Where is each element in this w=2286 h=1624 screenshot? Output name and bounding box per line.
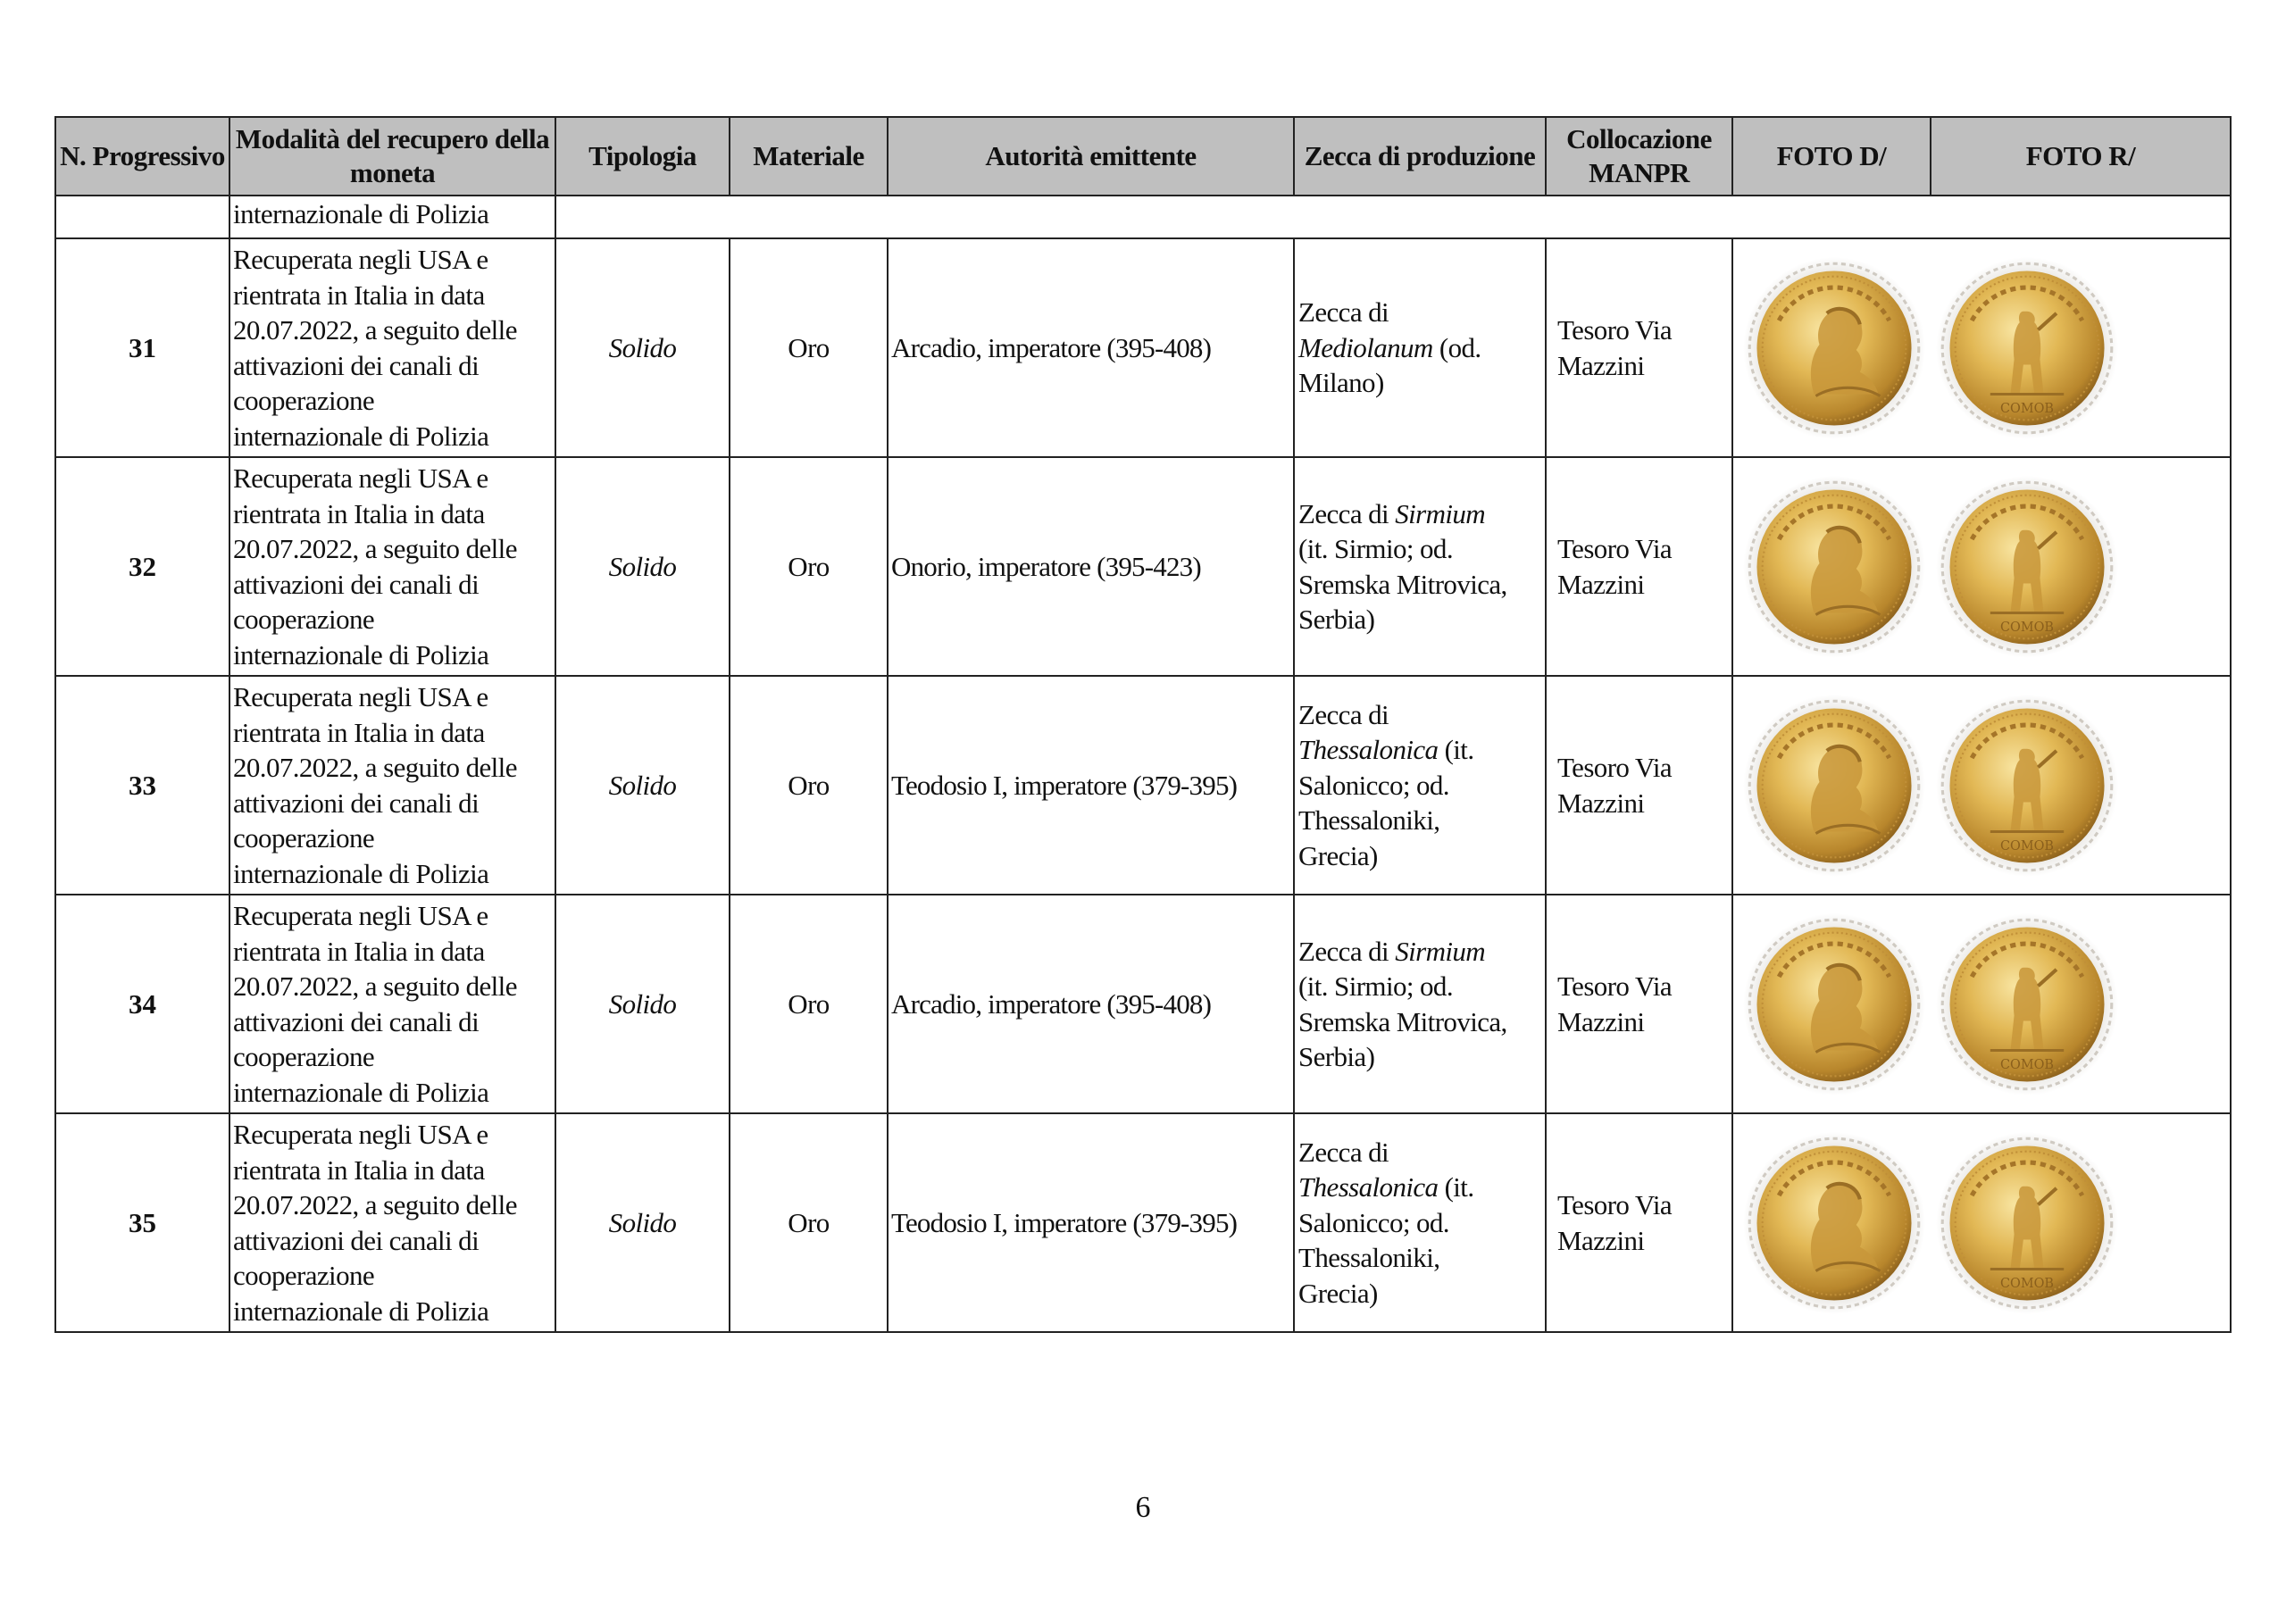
mint-line: Salonicco; od. — [1298, 1206, 1449, 1238]
location — [1546, 238, 1732, 457]
header-autorita: Autorità emittente — [888, 117, 1294, 196]
recovery-method — [229, 238, 555, 457]
header-n-progressivo: N. Progressivo — [55, 117, 229, 196]
recovery-method-line: internazionale di Polizia — [233, 857, 489, 889]
recovery-method-line: internazionale di Polizia — [233, 1076, 489, 1108]
recovery-method — [229, 895, 555, 1113]
header-foto-r: FOTO R/ — [1931, 117, 2231, 196]
mint-line: (it. Sirmio; od. — [1298, 970, 1453, 1002]
recovery-method-line: Recuperata negli USA e — [233, 900, 488, 931]
table-row — [55, 895, 2231, 1113]
issuing-authority: Teodosio I, imperatore (379-395) — [888, 1113, 1294, 1332]
location-line: Tesoro Via — [1557, 533, 1673, 564]
mint-prefix: Zecca di — [1298, 698, 1389, 730]
coin-obverse-photo — [1742, 912, 1926, 1096]
mint-line: Salonicco; od. — [1298, 769, 1449, 801]
recovery-method-line: Recuperata negli USA e — [233, 462, 488, 494]
material: Oro — [730, 1113, 888, 1332]
row-number: 33 — [55, 676, 229, 895]
coin-inventory-table — [54, 116, 2232, 1333]
recovery-method-line: cooperazione — [233, 604, 375, 635]
recovery-method-line: internazionale di Polizia — [233, 1295, 489, 1327]
coin-type: Solido — [555, 238, 730, 457]
recovery-method — [229, 676, 555, 895]
coin-reverse-photo — [1935, 694, 2119, 878]
mint-line: Grecia) — [1298, 839, 1378, 871]
header-collocazione: Collocazione MANPR — [1546, 117, 1732, 196]
issuing-authority: Arcadio, imperatore (395-408) — [888, 895, 1294, 1113]
recovery-method-line: cooperazione — [233, 1260, 375, 1291]
coin-photos — [1732, 238, 2231, 457]
recovery-method-line: rientrata in Italia in data — [233, 1153, 485, 1186]
mint-line: Grecia) — [1298, 1277, 1378, 1309]
coin-photos — [1732, 457, 2231, 676]
recovery-method-line: Recuperata negli USA e — [233, 244, 488, 275]
issuing-authority: Teodosio I, imperatore (379-395) — [888, 676, 1294, 895]
row-number: 32 — [55, 457, 229, 676]
recovery-method-line: cooperazione — [233, 822, 375, 854]
coin-photos — [1732, 1113, 2231, 1332]
recovery-method-line: internazionale di Polizia — [233, 638, 489, 670]
continuation-cell-n — [55, 196, 229, 238]
mint-line: Sremska Mitrovica, — [1298, 568, 1507, 600]
issuing-authority: Onorio, imperatore (395-423) — [888, 457, 1294, 676]
row-number: 34 — [55, 895, 229, 1113]
mint-line: Sremska Mitrovica, — [1298, 1005, 1507, 1037]
coin-type: Solido — [555, 895, 730, 1113]
header-row — [55, 117, 2231, 196]
recovery-method-line: internazionale di Polizia — [233, 420, 489, 452]
recovery-method-line: rientrata in Italia in data — [233, 716, 485, 748]
recovery-method — [229, 1113, 555, 1332]
recovery-method-line: rientrata in Italia in data — [233, 497, 485, 529]
mint-line: Serbia) — [1298, 604, 1375, 635]
mint — [1294, 1113, 1546, 1332]
material: Oro — [730, 457, 888, 676]
mint-line: (it. — [1438, 734, 1474, 766]
recovery-method-line: attivazioni dei canali di — [233, 568, 480, 600]
location — [1546, 457, 1732, 676]
mint-line: Milano) — [1298, 367, 1384, 399]
mint-latin-name: Sirmium — [1395, 497, 1486, 529]
location-line: Tesoro Via — [1557, 970, 1673, 1002]
mint-line: (it. — [1438, 1171, 1474, 1203]
coin-obverse-photo — [1742, 256, 1926, 440]
mint — [1294, 238, 1546, 457]
location-line: Tesoro Via — [1557, 752, 1673, 783]
continuation-row — [55, 196, 2231, 238]
table-row — [55, 238, 2231, 457]
recovery-method-line: rientrata in Italia in data — [233, 279, 485, 311]
location — [1546, 895, 1732, 1113]
mint — [1294, 895, 1546, 1113]
mint-prefix: Zecca di — [1298, 1136, 1389, 1168]
table-row — [55, 1113, 2231, 1332]
mint — [1294, 457, 1546, 676]
recovery-method-line: 20.07.2022, a seguito delle — [233, 533, 517, 564]
recovery-method-line: Recuperata negli USA e — [233, 1119, 488, 1150]
coin-photos — [1732, 676, 2231, 895]
mint-line: Serbia) — [1298, 1041, 1375, 1072]
material: Oro — [730, 676, 888, 895]
row-number: 31 — [55, 238, 229, 457]
recovery-method-line: 20.07.2022, a seguito delle — [233, 1189, 517, 1220]
recovery-method-line: attivazioni dei canali di — [233, 787, 480, 819]
coin-type: Solido — [555, 676, 730, 895]
coin-photos — [1732, 895, 2231, 1113]
continuation-cell-rest — [555, 196, 2231, 238]
recovery-method-line: 20.07.2022, a seguito delle — [233, 970, 517, 1002]
coin-obverse-photo — [1742, 694, 1926, 878]
mint-prefix: Zecca di — [1298, 497, 1396, 529]
mint-prefix: Zecca di — [1298, 935, 1396, 967]
coin-reverse-photo — [1935, 475, 2119, 659]
header-modalita: Modalità del recupero della moneta — [229, 117, 555, 196]
recovery-method-line: 20.07.2022, a seguito delle — [233, 314, 517, 346]
coin-reverse-photo — [1935, 912, 2119, 1096]
coin-reverse-photo — [1935, 256, 2119, 440]
continuation-text: internazionale di Polizia — [229, 196, 555, 238]
location-line: Mazzini — [1557, 1005, 1645, 1037]
location-line: Mazzini — [1557, 1224, 1645, 1256]
recovery-method-line: attivazioni dei canali di — [233, 1224, 480, 1256]
header-tipologia: Tipologia — [555, 117, 730, 196]
recovery-method — [229, 457, 555, 676]
recovery-method-line: cooperazione — [233, 385, 375, 416]
mint-latin-name: Thessalonica — [1298, 1171, 1439, 1203]
header-materiale: Materiale — [730, 117, 888, 196]
svg-text:COMOB: COMOB — [2000, 620, 2054, 635]
mint — [1294, 676, 1546, 895]
location-line: Tesoro Via — [1557, 314, 1673, 346]
coin-type: Solido — [555, 457, 730, 676]
mint-latin-name: Sirmium — [1395, 935, 1486, 967]
location — [1546, 676, 1732, 895]
mint-latin-name: Mediolanum — [1298, 331, 1433, 363]
recovery-method-line: attivazioni dei canali di — [233, 1005, 480, 1037]
recovery-method-line: cooperazione — [233, 1041, 375, 1072]
recovery-method-line: rientrata in Italia in data — [233, 935, 485, 967]
header-zecca: Zecca di produzione — [1294, 117, 1546, 196]
header-foto-d: FOTO D/ — [1732, 117, 1931, 196]
mint-latin-name: Thessalonica — [1298, 734, 1439, 766]
mint-line: (it. Sirmio; od. — [1298, 533, 1453, 564]
svg-text:COMOB: COMOB — [2000, 1057, 2054, 1072]
page-number: 6 — [1135, 1491, 1151, 1524]
coin-obverse-photo — [1742, 475, 1926, 659]
location-line: Mazzini — [1557, 787, 1645, 819]
material: Oro — [730, 238, 888, 457]
coin-type: Solido — [555, 1113, 730, 1332]
material: Oro — [730, 895, 888, 1113]
recovery-method-line: 20.07.2022, a seguito delle — [233, 752, 517, 783]
location-line: Mazzini — [1557, 568, 1645, 600]
mint-line: Thessaloniki, — [1298, 1242, 1440, 1274]
svg-text:COMOB: COMOB — [2000, 838, 2054, 854]
recovery-method-line: Recuperata negli USA e — [233, 681, 488, 712]
svg-text:COMOB: COMOB — [2000, 401, 2054, 416]
recovery-method-line: attivazioni dei canali di — [233, 349, 480, 381]
row-number: 35 — [55, 1113, 229, 1332]
location-line: Tesoro Via — [1557, 1189, 1673, 1220]
mint-prefix: Zecca di — [1298, 296, 1389, 329]
coin-reverse-photo — [1935, 1131, 2119, 1315]
table-row — [55, 457, 2231, 676]
location-line: Mazzini — [1557, 349, 1645, 381]
location — [1546, 1113, 1732, 1332]
coin-obverse-photo — [1742, 1131, 1926, 1315]
issuing-authority: Arcadio, imperatore (395-408) — [888, 238, 1294, 457]
svg-text:COMOB: COMOB — [2000, 1276, 2054, 1291]
mint-line: (od. — [1432, 331, 1481, 363]
mint-line: Thessaloniki, — [1298, 804, 1440, 837]
table-row — [55, 676, 2231, 895]
